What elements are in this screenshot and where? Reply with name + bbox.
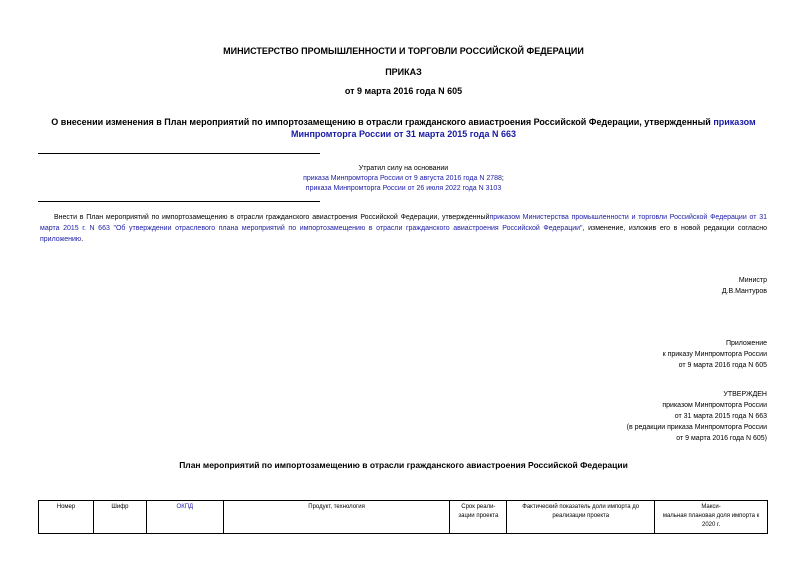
status-top-rule: [38, 153, 320, 154]
title-text: О внесении изменения в План мероприятий по импортозамещению в отрасли гражданского авиастроения Российской Федерации, утвержденный: [51, 117, 714, 127]
plan-column-header: Фактический показатель доли импорта до реализации проекта: [507, 501, 655, 534]
repeal-order-link-3103[interactable]: приказа Минпромторга России от 26 июля 2022 года N 3103: [305, 185, 502, 192]
title-link-order[interactable]: приказом: [713, 117, 756, 127]
document-date: от 9 марта 2016 года N 605: [344, 86, 463, 96]
body-link-order-663[interactable]: приказом Министерства промышленности и торговли Российской Федерации от 31 марта 2015 г. N 663 "Об утверждении отраслевого плана мероприятий по импортозамещению в отрасли гражданского авиастроения Российской Федерации": [40, 214, 767, 232]
repeal-order-link-2788[interactable]: приказа Минпромторга России от 9 августа 2016 года N 2788: [303, 175, 502, 182]
plan-column-header: Срок реали- зации проекта: [450, 501, 507, 534]
signature-name: Д.В.Мантуров: [721, 288, 767, 295]
status-bottom-rule: [38, 201, 320, 202]
approved-line-3: от 31 марта 2015 года N 663: [674, 413, 767, 420]
status-separator: ;: [501, 175, 504, 182]
body-text-2: , изменение, изложив его в новой редакции согласно: [582, 225, 767, 232]
appendix-block: [663, 338, 767, 371]
plan-column-header: Продукт, технология: [223, 501, 450, 534]
appendix-line-2: к приказу Минпромторга России: [662, 351, 767, 358]
approved-line-1: УТВЕРЖДЕН: [723, 391, 767, 398]
plan-table: [38, 500, 768, 534]
approved-line-2: приказом Минпромторга России: [662, 402, 767, 409]
appendix-line-3: от 9 марта 2016 года N 605: [678, 362, 767, 369]
approved-line-4: (в редакции приказа Минпромторга России: [626, 424, 767, 431]
plan-column-header: Макси- мальная плановая доля импорта к 2020 г.: [655, 501, 768, 534]
ministry-name: МИНИСТЕРСТВО ПРОМЫШЛЕННОСТИ И ТОРГОВЛИ РОССИЙСКОЙ ФЕДЕРАЦИИ: [223, 46, 584, 56]
status-label: Утратил силу на основании: [358, 165, 449, 172]
status-line-2: [200, 184, 607, 194]
appendix-line-1: Приложение: [725, 340, 767, 347]
okpd-link[interactable]: ОКПД: [176, 504, 194, 510]
status-block: [200, 164, 607, 194]
body-link-appendix[interactable]: приложению: [40, 236, 82, 243]
signature-block: [722, 275, 767, 297]
plan-column-header: Шифр: [93, 501, 146, 534]
title-link-minpromtorg-order[interactable]: Минпромторга России от 31 марта 2015 года N 663: [290, 129, 516, 139]
plan-column-header: Номер: [39, 501, 94, 534]
body-text-1: Внести в План мероприятий по импортозамещению в отрасли гражданского авиастроения Российской Федерации, утвержденный: [54, 214, 490, 221]
body-paragraph: [40, 212, 767, 245]
body-text-3: .: [81, 236, 84, 243]
plan-table-header-row: [39, 501, 768, 534]
approved-line-5: от 9 марта 2016 года N 605): [676, 435, 767, 442]
approved-block: [627, 389, 767, 444]
signature-position: Министр: [738, 277, 767, 284]
plan-title: План мероприятий по импортозамещению в отрасли гражданского авиастроения Российской Федерации: [179, 460, 628, 470]
document-title: [40, 116, 767, 140]
plan-column-header: [146, 501, 223, 534]
document-type: ПРИКАЗ: [385, 67, 422, 77]
status-line-1: [200, 174, 607, 184]
